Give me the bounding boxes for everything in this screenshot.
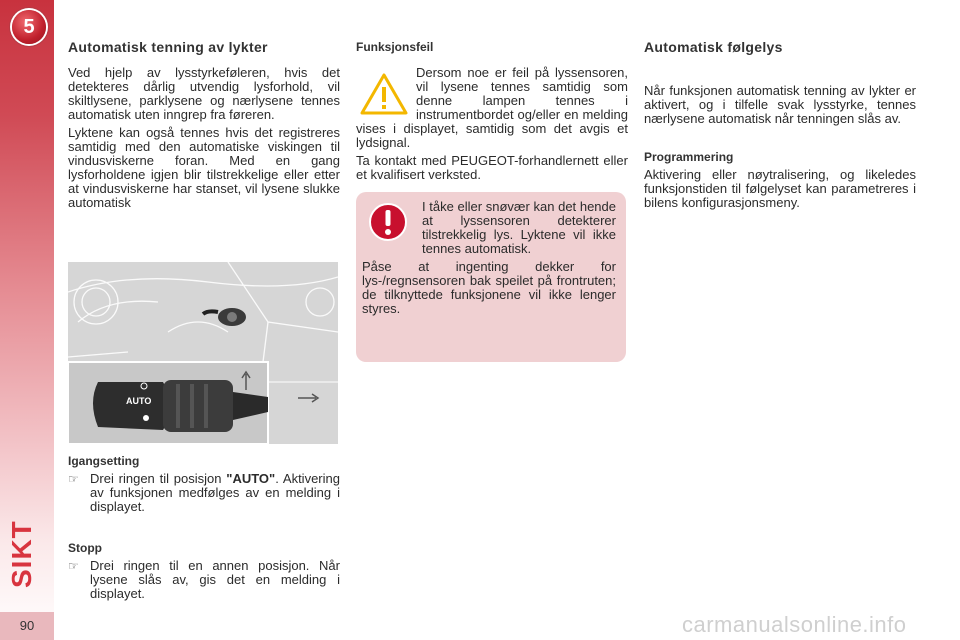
auto-label: AUTO: [126, 396, 152, 406]
notice-paragraph: Påse at ingenting dekker for lys-/regnsensoren bak speilet på frontruten; de tilknyttede funksjonene vil ikke lenger styres.: [362, 259, 616, 316]
column-automatic-lighting: [68, 40, 340, 214]
stalk-illustration-svg: [68, 262, 338, 444]
column-follow-me-lights: [644, 40, 916, 214]
section-title: Automatisk følgelys: [644, 39, 783, 55]
column-malfunction: [356, 40, 628, 186]
notice-paragraph: I tåke eller snøvær kan det hende at lyssensoren detekterer tilstrekkelig lys. Lyktene vil ikke tennes automatisk.: [422, 199, 616, 256]
stop-block: [68, 541, 340, 605]
malfunction-text: Dersom noe er feil på lyssensoren, vil lysene tennes samtidig som denne lampen tennes i instrumentbordet og/eller en melding vises i displayet, samtidig som det avgis et lydsignal.: [356, 65, 628, 150]
watermark: carmanualsonline.info: [682, 612, 907, 637]
activation-block: [68, 454, 340, 518]
chapter-badge: 5: [12, 10, 46, 44]
paragraph: Lyktene kan også tennes hvis det registreres samtidig med den automatiske viskingen til vindusviskerne foran. Med en gang lysforholdene igjen blir tilstrekkelige eller etter at vindusviskerne har stanset, vil lysene slukke automatisk: [68, 125, 340, 210]
notice-box: [356, 192, 626, 362]
paragraph: Når funksjonen automatisk tenning av lykter er aktivert, og i tilfelle svak lysstyrke, tennes nærlysene automatisk når tenningen slås av.: [644, 83, 916, 126]
activation-text: Drei ringen til posisjon "AUTO". Aktivering av funksjonen medfølges av en melding i displayet.: [90, 471, 340, 514]
page-number: 90: [0, 612, 54, 640]
stop-step: [68, 559, 340, 605]
pointer-icon: ☞: [68, 559, 79, 573]
programming-text: Aktivering eller nøytralisering, og likeledes funksjonstiden til følgelyset kan parametreres i bilens konfigurasjonsmeny.: [644, 167, 916, 210]
paragraph: Ved hjelp av lysstyrkeføleren, hvis det detekteres dårlig utvendig lysforhold, vil skiltlysene, parklysene og nærlysene tennes automatisk uten inngrep fra føreren.: [68, 65, 340, 122]
section-label: SIKT: [6, 520, 37, 588]
programming-heading: Programmering: [644, 150, 734, 164]
stop-heading: Stopp: [68, 541, 102, 555]
activation-heading: Igangsetting: [68, 454, 140, 468]
stop-text: Drei ringen til en annen posisjon. Når lysene slås av, gis det en melding i displayet.: [90, 558, 340, 601]
activation-step: [68, 472, 340, 518]
pointer-icon: ☞: [68, 472, 79, 486]
warning-triangle-icon: [360, 72, 408, 116]
section-title: Automatisk tenning av lykter: [68, 39, 268, 55]
contact-text: Ta kontakt med PEUGEOT-forhandlernett eller et kvalifisert verksted.: [356, 153, 628, 182]
malfunction-heading: Funksjonsfeil: [356, 40, 434, 54]
light-switch-illustration: [68, 262, 338, 444]
chapter-sidebar: [0, 0, 54, 640]
exclamation-icon: [368, 202, 408, 242]
